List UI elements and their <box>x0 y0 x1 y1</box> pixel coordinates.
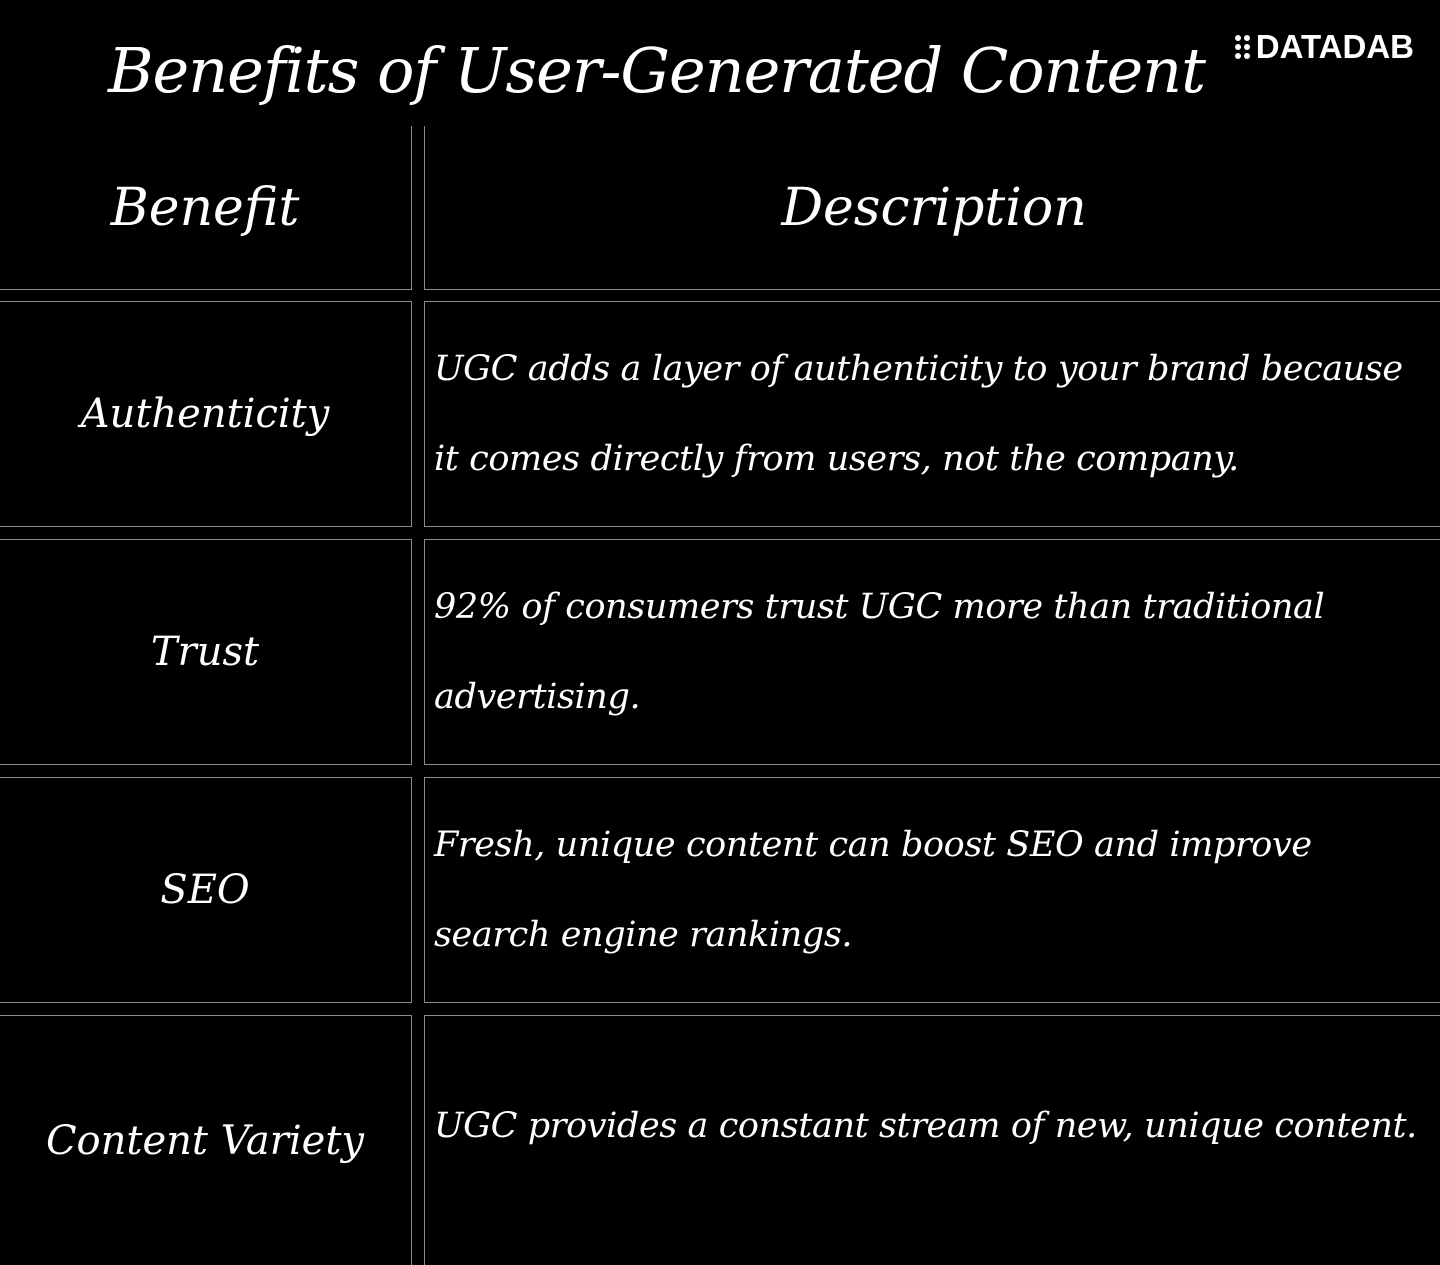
benefit-description: UGC provides a constant stream of new, unique content. <box>434 1105 1417 1146</box>
header-cell-description <box>424 126 1440 290</box>
benefit-description: 92% of consumers trust UGC more than traditional advertising. <box>434 587 1325 717</box>
header-cell-benefit <box>0 126 412 290</box>
benefit-label: Content Variety <box>45 1117 365 1164</box>
table-row-description-cell <box>424 777 1440 1003</box>
benefit-description: UGC adds a layer of authenticity to your brand because it comes directly from users, not the company. <box>434 349 1403 479</box>
benefit-description: Fresh, unique content can boost SEO and improve search engine rankings. <box>434 825 1312 955</box>
benefit-label: Trust <box>150 629 260 675</box>
table-row-benefit-cell <box>0 1015 412 1265</box>
benefit-label: Authenticity <box>80 391 330 437</box>
table-row-description-cell <box>424 301 1440 527</box>
benefit-label: SEO <box>160 867 250 913</box>
table-row-description-cell <box>424 1015 1440 1265</box>
table-row-benefit-cell <box>0 301 412 527</box>
page-title: Benefits of User-Generated Content <box>108 33 1206 107</box>
header-benefit: Benefit <box>110 177 300 238</box>
table-row-description-cell <box>424 539 1440 765</box>
brand-name: DATADAB <box>1255 28 1414 65</box>
header-description: Description <box>781 177 1087 238</box>
table-row-benefit-cell <box>0 539 412 765</box>
table-row-benefit-cell <box>0 777 412 1003</box>
